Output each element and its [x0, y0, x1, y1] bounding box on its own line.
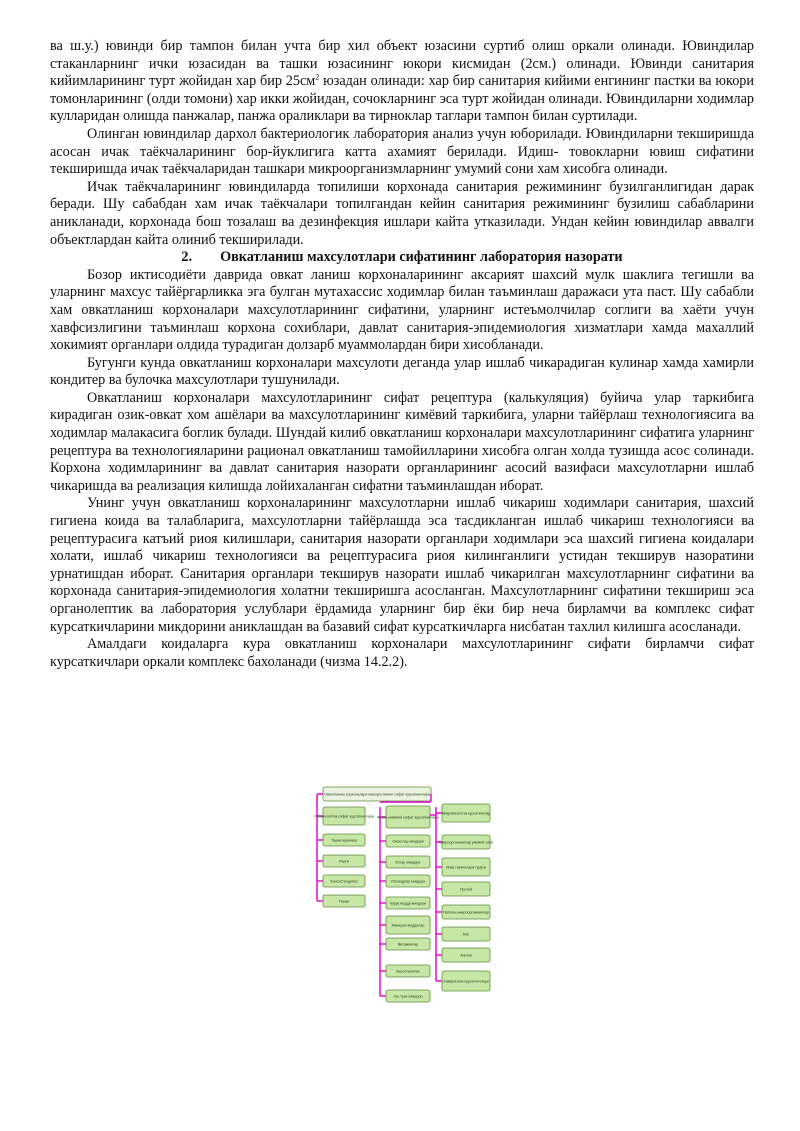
col2-item-label: Оксиллар микдори	[392, 839, 424, 844]
col3-item-label: Патоген микроорганизмлар	[443, 910, 489, 915]
document-body	[50, 38, 754, 671]
section-title: Овкатланиш махсулотлари сифатининг лаборатория назорати	[220, 249, 623, 266]
paragraph-1	[50, 38, 754, 126]
col3-item-label: Микроорганизмлар умумий сони	[438, 840, 494, 845]
col2-item-label: Ош тузи микдори	[393, 994, 423, 999]
col1-item-label: Таъми	[338, 899, 350, 904]
col3-item-label: Хавфсизлик курсаткичлари	[443, 979, 489, 984]
paragraph-7: Унинг учун овкатланиш корхоналарининг махсулотларни ишлаб чикариш ходимлари санитария, шахсий гигиена коида ва талабларига, махсулотларни тайёрлашда эса тасдикланган ишлаб чикариш технологияси ва рецептурасига катъий риоя килишлари, санитария назорати органлари ходимлари эса шахсий гигиена коидалари холати, ишлаб чикариш технологияси ва рецептурасига риоя килинганлиги устидан текширув назоратини урнатишдан иборат. Санитария органлари текширув назорати ишлаб чикарилган махсулотларнинг сифатини ва корхонада санитария-эпидемиология холатни текширишга асосланган. Махсулотларнинг сифатини текшириш эса органолептик ва лаборатория услублари ёрдамида уларнинг бир ёки бир неча бирламчи ва комплекс сифат курсаткичларини микдорини аниклашдан ва базавий сифат курсаткичларга нисбатан тахлил килишга асосланади.	[50, 495, 754, 635]
col2-item-label: Физик-кимёвий сифат курсаткичлари	[377, 815, 439, 820]
col2-item-label: Минерал моддалар	[391, 923, 425, 928]
col2-item-label: Углеводлар микдори	[390, 879, 426, 884]
quality-indicators-diagram	[313, 785, 501, 1007]
col2-item-label: Витаминлар	[397, 942, 419, 947]
col3-item-label: Ичак таёкчалари гурухи	[446, 865, 486, 870]
paragraph-4: Бозор иктисодиёти даврида овкат ланиш корхоналарининг аксарият шахсий мулк шаклига тегишли ва уларнинг махсус тайёргарликка эга булган мутахассис ходимлар билан таъминлаш даражаси ута паст. Шу сабабли хам овкатланиш корхоналари махсулотларининг сифатини, уларнинг истеъмолчилар соглиги ва хаёти учун хавфсизлигини таъминлаш корхона сохиблари, давлат санитария-эпидемиология хизматлари хамда махаллий хокимият органлари олдида турадиган долзарб муаммолардан бири хисобланади.	[50, 266, 754, 354]
col1-item-label: Ташки куриниш	[331, 838, 357, 843]
diagram-title-label: Овкатланиш корхоналари махсулотининг сифат курсаткичлари	[324, 792, 430, 797]
col2-item-label: Ёглар микдори	[395, 860, 421, 865]
col3-item-label: Протей	[459, 887, 473, 892]
paragraph-3: Ичак таёкчаларининг ювиндиларда топилиши корхонада санитария режимининг бузилганлигидан дарак беради. Шу сабабдан хам ичак таёкчалари топилгандан кейин санитария режимининг бузилиш сабабларини аникланади, корхонада бош тозалаш ва дезинфекция ишлари кайта утказилади. Ундан кейин ювиндилар аввалги объектлардан кайта олиниб текширилади.	[50, 178, 754, 248]
col3-item-label: Ачитки	[460, 953, 472, 958]
paragraph-1-text-cont: юзадан олинади: хар бир санитария кийими енгининг пастки ва юкори томонларининг (олди томони) хар икки жойидан, сочокларнинг эса турт жойидан олинади. Ювиндиларни ходимлар кулларидан олишда панжалар, панжа ораликлари ва тирноклар таглари тампон билан суртилади.	[50, 73, 754, 125]
col2-item-label: Кислоталилик	[396, 969, 420, 974]
col3-item-label: Микробиологик курсаткичлар	[441, 811, 491, 816]
paragraph-1-text: ва ш.у.) ювинди бир тампон билан учта бир хил объект юзасини суртиб олиш оркали олинади. Ювиндилар стаканларнинг ички юзасидан ва ташки юзасининг юкори кисмидан (2см.) олинади. Ювинди санитария кийимларининг турт жойидан хар бир 25см	[50, 38, 754, 90]
col3-item-label: Мог	[462, 932, 470, 937]
paragraph-8: Амалдаги коидаларга кура овкатланиш корхоналари махсулотларининг сифати бирламчи сифат курсаткичлари оркали комплекс бахоланади (чизма 14.2.2).	[50, 636, 754, 670]
col1-item-label: Ранги	[339, 859, 349, 864]
paragraph-5: Бугунги кунда овкатланиш корхоналари махсулоти деганда улар ишлаб чикарадиган кулинар хамда хамирли кондитер ва булочка махсулотлари тушунилади.	[50, 354, 754, 389]
superscript: 2	[315, 72, 320, 82]
col1-item-label: Органолептик сифат курсаткичлари	[314, 814, 374, 819]
section-heading	[50, 249, 754, 267]
paragraph-2: Олинган ювиндилар дархол бактериологик лаборатория анализ учун юборилади. Ювиндиларни текширишда асосан ичак таёкчаларининг бор-йуклигига катта ахамият берилади. Идиш- товокларни ювиш сифатини текширишда ичак таёкчаларидан ташкари микроорганизмларнинг умумий сони хам хисобга олинади.	[50, 125, 754, 178]
paragraph-6: Овкатланиш корхоналари махсулотларининг сифат рецептура (калькуляция) буйича улар таркибига кирадиган озик-овкат хом ашёлари ва махсулотларининг кимёвий таркибига, уларни тайёрлаш технологиясига ва ходимлар малакасига боглик булади. Шундай килиб овкатланиш корхоналари махсулотларининг сифатига уларнинг рецептура ва технологияларини рационал овкатланиш тамойилларини хисобга олган холда тузишда асос солинади. Корхона ходимларининг ва давлат санитария назорати органларининг асосий вазифаси махсулотларни ишлаб чикаришда ва реализация килишда лойихаланган сифатни таъминлашдан иборат.	[50, 389, 754, 494]
col1-item-label: Консистенцияси	[330, 879, 358, 884]
col2-item-label: Куруқ модда микдори	[390, 901, 426, 906]
section-number: 2.	[181, 249, 193, 266]
